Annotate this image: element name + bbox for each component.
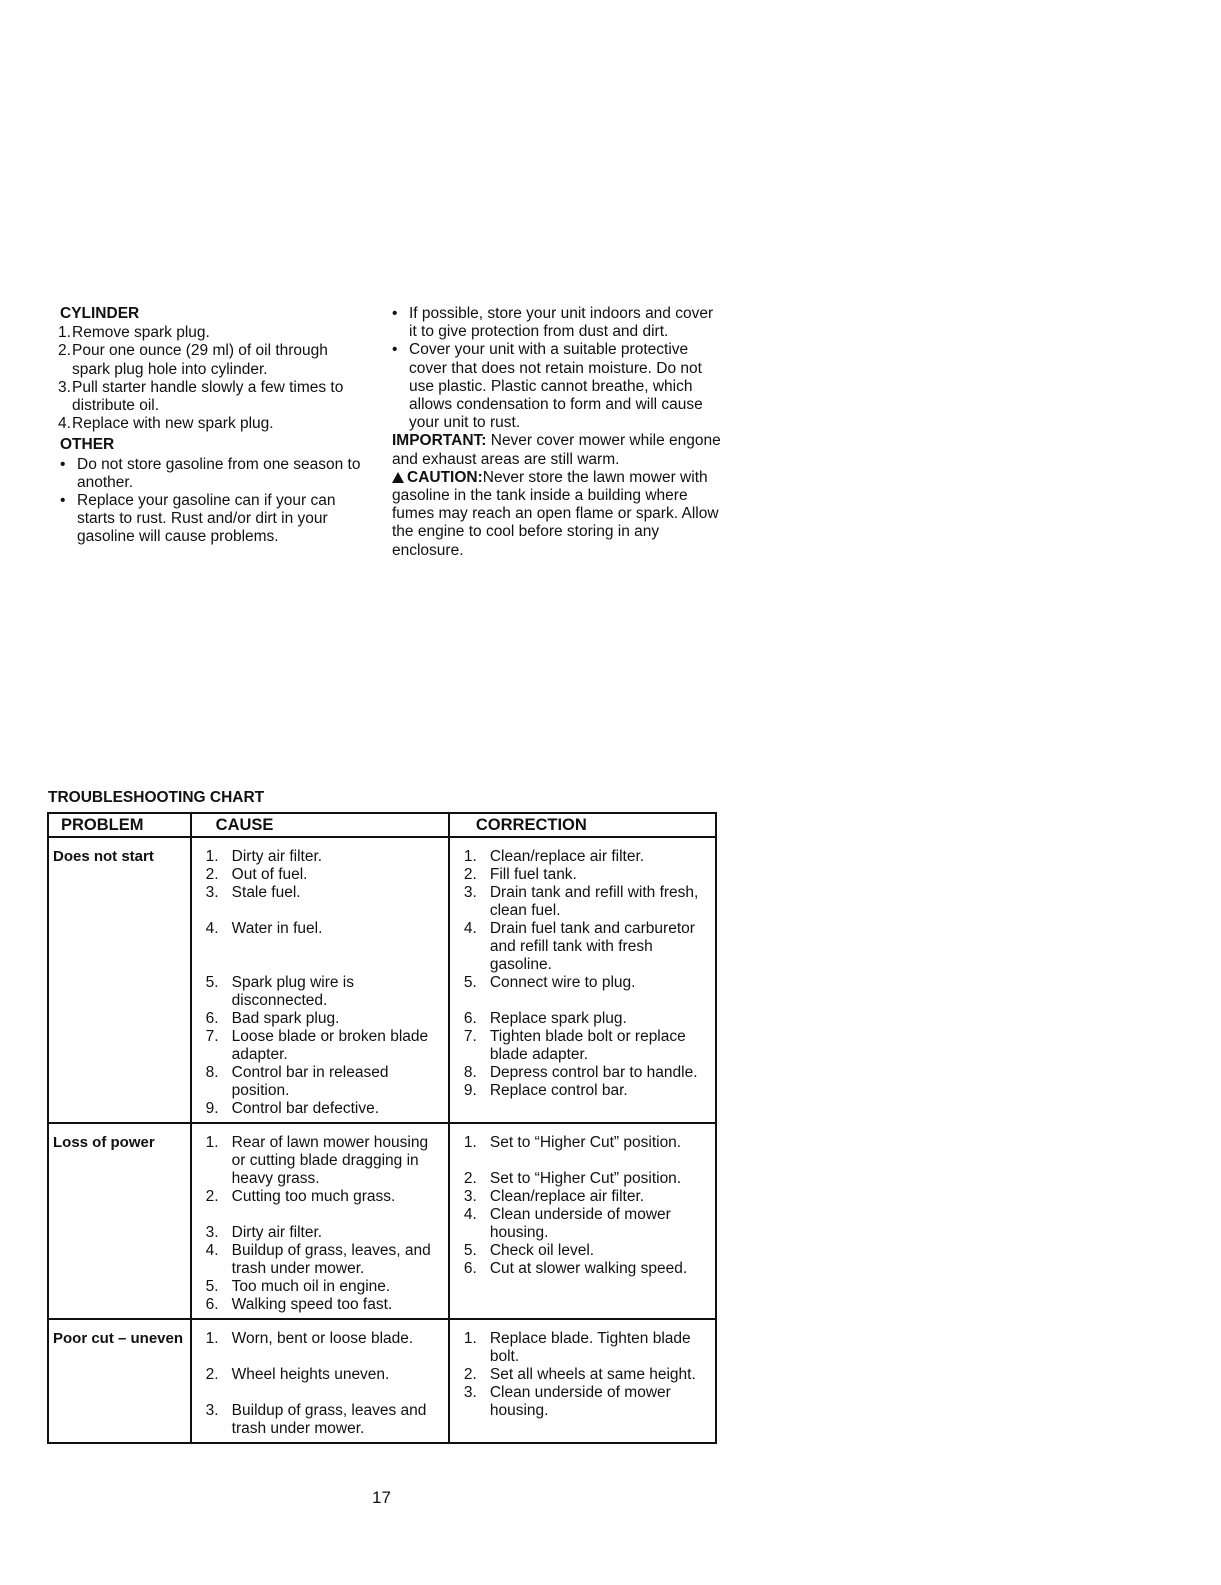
list-item: 2. Pour one ounce (29 ml) of oil through spark plug hole into cylinder.	[58, 342, 328, 378]
list-item: 4. Clean underside of mower housing.	[463, 1206, 671, 1241]
list-item: 3. Pull starter handle slowly a few times to distribute oil.	[58, 378, 344, 415]
list-item: 2. Set to “Higher Cut” position.	[463, 1170, 682, 1187]
header-problem: PROBLEM	[48, 813, 191, 837]
table-header-row	[48, 813, 716, 837]
right-column	[392, 305, 722, 560]
list-item: 5. Too much oil in engine.	[205, 1278, 391, 1295]
list-item: • Cover your unit with a suitable protective cover that does not retain moisture. Do not use plastic. Plastic cannot breathe, which allows condensation to form and will cause your unit to rust.	[392, 341, 703, 432]
header-cause: CAUSE	[191, 813, 449, 837]
table-row	[48, 1123, 716, 1319]
cylinder-steps	[60, 324, 370, 433]
problem-cell: Does not start	[48, 837, 191, 1123]
troubleshooting-table	[47, 812, 717, 1444]
cause-cell	[191, 1123, 449, 1319]
list-item: 1. Clean/replace air filter.	[463, 848, 645, 865]
bullet-icon: •	[60, 492, 66, 510]
cause-cell	[191, 1319, 449, 1443]
other-heading: OTHER	[60, 436, 115, 454]
table-row	[48, 837, 716, 1123]
problem-cell: Loss of power	[48, 1123, 191, 1319]
list-item: • If possible, store your unit indoors and cover it to give protection from dust and dirt.	[392, 305, 714, 341]
list-item: 5. Spark plug wire is disconnected.	[205, 974, 354, 1009]
storage-bullets	[392, 305, 722, 432]
correction-cell	[449, 1123, 716, 1319]
header-correction: CORRECTION	[449, 813, 716, 837]
list-item: 2. Cutting too much grass.	[205, 1188, 396, 1205]
list-item: 3. Buildup of grass, leaves and trash under mower.	[205, 1402, 427, 1437]
left-column	[60, 305, 370, 547]
chart-title: TROUBLESHOOTING CHART	[48, 789, 265, 806]
warning-triangle-icon	[392, 472, 404, 483]
list-item: • Replace your gasoline can if your can starts to rust. Rust and/or dirt in your gasoline will cause problems.	[60, 492, 336, 546]
list-item: 8. Depress control bar to handle.	[463, 1064, 698, 1081]
problem-cell: Poor cut – uneven	[48, 1319, 191, 1443]
page-number: 17	[372, 1488, 391, 1507]
list-item: 4. Water in fuel.	[205, 920, 323, 937]
list-item: 1. Rear of lawn mower housing or cutting blade dragging in heavy grass.	[205, 1134, 429, 1187]
list-item: 9. Replace control bar.	[463, 1082, 628, 1099]
cylinder-heading: CYLINDER	[60, 305, 140, 322]
list-item: 2. Out of fuel.	[205, 866, 308, 883]
list-item: 6. Replace spark plug.	[463, 1010, 627, 1027]
list-item: 2. Fill fuel tank.	[463, 866, 577, 883]
list-item: 3. Clean/replace air filter.	[463, 1188, 645, 1205]
list-item: 9. Control bar defective.	[205, 1100, 379, 1117]
list-item: 6. Walking speed too fast.	[205, 1296, 393, 1313]
correction-cell	[449, 1319, 716, 1443]
list-item: 4. Replace with new spark plug.	[58, 415, 274, 433]
list-item: 1. Worn, bent or loose blade.	[205, 1330, 414, 1347]
caution-note: CAUTION:Never store the lawn mower with gasoline in the tank inside a building where fumes may reach an open flame or spark. Allow the engine to cool before storing in any enclosure.	[392, 468, 719, 559]
list-item: 8. Control bar in released position.	[205, 1064, 389, 1099]
other-bullets	[60, 456, 370, 547]
list-item: 3. Dirty air filter.	[205, 1224, 323, 1241]
list-item: 3. Stale fuel.	[205, 884, 301, 901]
list-item: 6. Bad spark plug.	[205, 1010, 340, 1027]
list-item: 1. Dirty air filter.	[205, 848, 323, 865]
list-item: 1. Set to “Higher Cut” position.	[463, 1134, 682, 1151]
bullet-icon: •	[392, 341, 398, 359]
bullet-icon: •	[60, 455, 66, 473]
list-item: 4. Buildup of grass, leaves, and trash under mower.	[205, 1242, 431, 1277]
list-item: 1. Remove spark plug.	[58, 324, 210, 342]
list-item: 7. Tighten blade bolt or replace blade adapter.	[463, 1028, 686, 1063]
bullet-icon: •	[392, 305, 398, 322]
list-item: 2. Wheel heights uneven.	[205, 1366, 390, 1383]
list-item: 3. Drain tank and refill with fresh, clean fuel.	[463, 884, 699, 919]
list-item: 3. Clean underside of mower housing.	[463, 1384, 671, 1419]
list-item: • Do not store gasoline from one season to another.	[60, 455, 361, 491]
list-item: 4. Drain fuel tank and carburetor and refill tank with fresh gasoline.	[463, 920, 695, 973]
cause-cell	[191, 837, 449, 1123]
list-item: 5. Connect wire to plug.	[463, 974, 636, 991]
list-item: 5. Check oil level.	[463, 1242, 595, 1259]
important-note: IMPORTANT: Never cover mower while engone and exhaust areas are still warm.	[392, 432, 721, 468]
list-item: 1. Replace blade. Tighten blade bolt.	[463, 1330, 691, 1365]
list-item: 6. Cut at slower walking speed.	[463, 1260, 688, 1277]
correction-cell	[449, 837, 716, 1123]
table-row	[48, 1319, 716, 1443]
list-item: 2. Set all wheels at same height.	[463, 1366, 696, 1383]
list-item: 7. Loose blade or broken blade adapter.	[205, 1028, 429, 1063]
